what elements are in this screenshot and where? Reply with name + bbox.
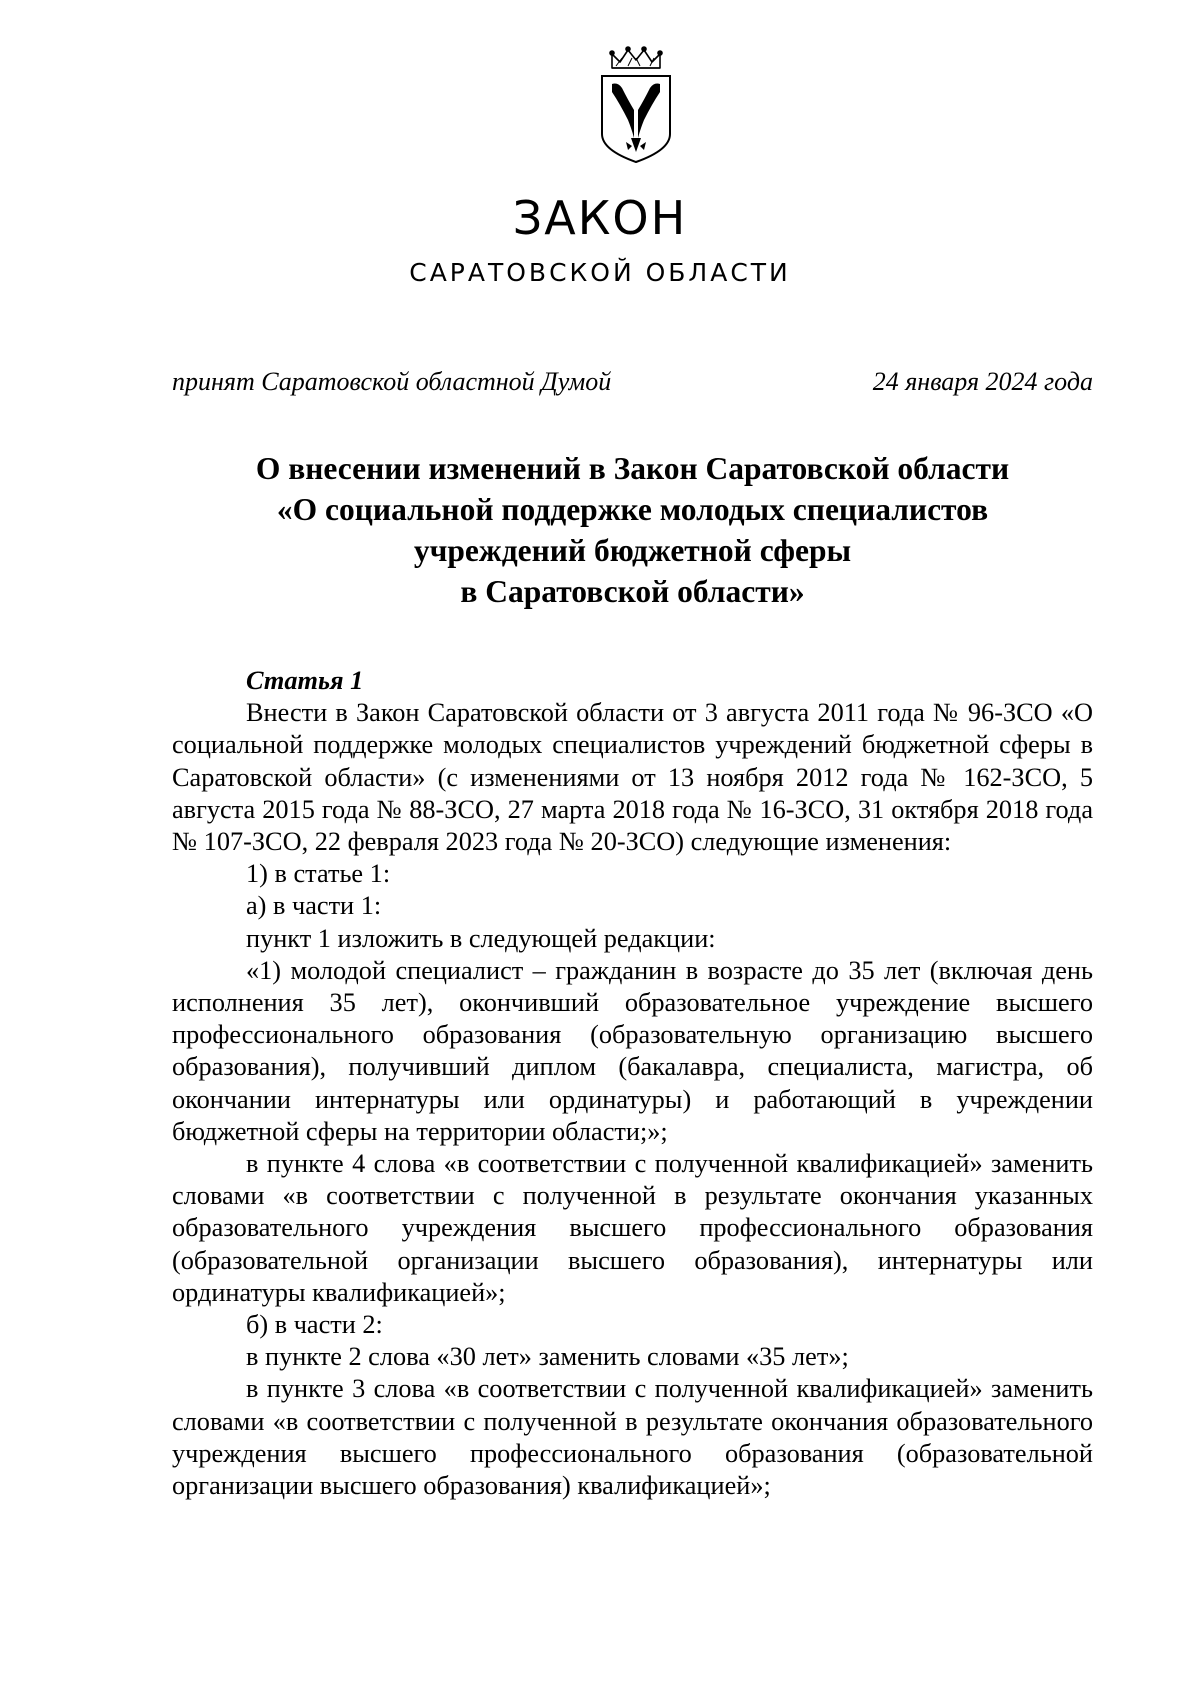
law-region: САРАТОВСКОЙ ОБЛАСТИ xyxy=(409,258,791,287)
paragraph: Внести в Закон Саратовской области от 3 августа 2011 года № 96-ЗСО «О социальной поддержке молодых специалистов учреждений бюджетной сферы в Саратовской области» (с изменениями от 13 ноября 2012 года № 162-ЗСО, 5 августа 2015 года № 88-ЗСО, 27 марта 2018 года № 16-ЗСО, 31 октября 2018 года № 107-ЗСО, 22 февраля 2023 года № 20-ЗСО) следующие изменения: xyxy=(172,698,1093,857)
adoption-date: 24 января 2024 года xyxy=(872,367,1093,396)
heading-line: «О социальной поддержке молодых специалистов xyxy=(276,492,989,527)
paragraph: 1) в статье 1: xyxy=(246,859,391,889)
adopted-by: принят Саратовской областной Думой xyxy=(172,367,612,396)
article-body xyxy=(172,665,1093,1502)
heading-line: учреждений бюджетной сферы xyxy=(413,533,852,568)
paragraph: а) в части 1: xyxy=(246,891,382,921)
paragraph: б) в части 2: xyxy=(246,1310,383,1340)
paragraph: в пункте 3 слова «в соответствии с полученной квалификацией» заменить словами «в соответствии с полученной в результате окончания образовательного учреждения высшего профессионального образования (образовательной организации высшего образования) квалификацией»; xyxy=(172,1374,1093,1501)
saratov-coat-of-arms-icon xyxy=(598,46,674,164)
paragraph: в пункте 2 слова «30 лет» заменить словами «35 лет»; xyxy=(246,1342,849,1372)
law-heading xyxy=(140,448,1125,612)
article-title: Статья 1 xyxy=(246,666,364,695)
law-title: ЗАКОН xyxy=(512,191,688,245)
paragraph: пункт 1 изложить в следующей редакции: xyxy=(246,923,716,953)
paragraph: в пункте 4 слова «в соответствии с полученной квалификацией» заменить словами «в соответствии с полученной в результате окончания указанных образовательного учреждения высшего профессионального образования (образовательной организации высшего образования), интернатуры или ординатуры квалификацией»; xyxy=(172,1149,1093,1307)
paragraph: «1) молодой специалист – гражданин в возрасте до 35 лет (включая день исполнения 35 лет), окончивший образовательное учреждение высшего профессионального образования (образовательную организацию высшего образования), получивший диплом (бакалавра, специалиста, магистра, об окончании интернатуры или ординатуры) и работающий в учреждении бюджетной сферы на территории области;»; xyxy=(172,955,1093,1146)
adoption-line xyxy=(172,365,1093,399)
heading-line: в Саратовской области» xyxy=(460,574,805,609)
heading-line: О внесении изменений в Закон Саратовской области xyxy=(255,451,1010,486)
